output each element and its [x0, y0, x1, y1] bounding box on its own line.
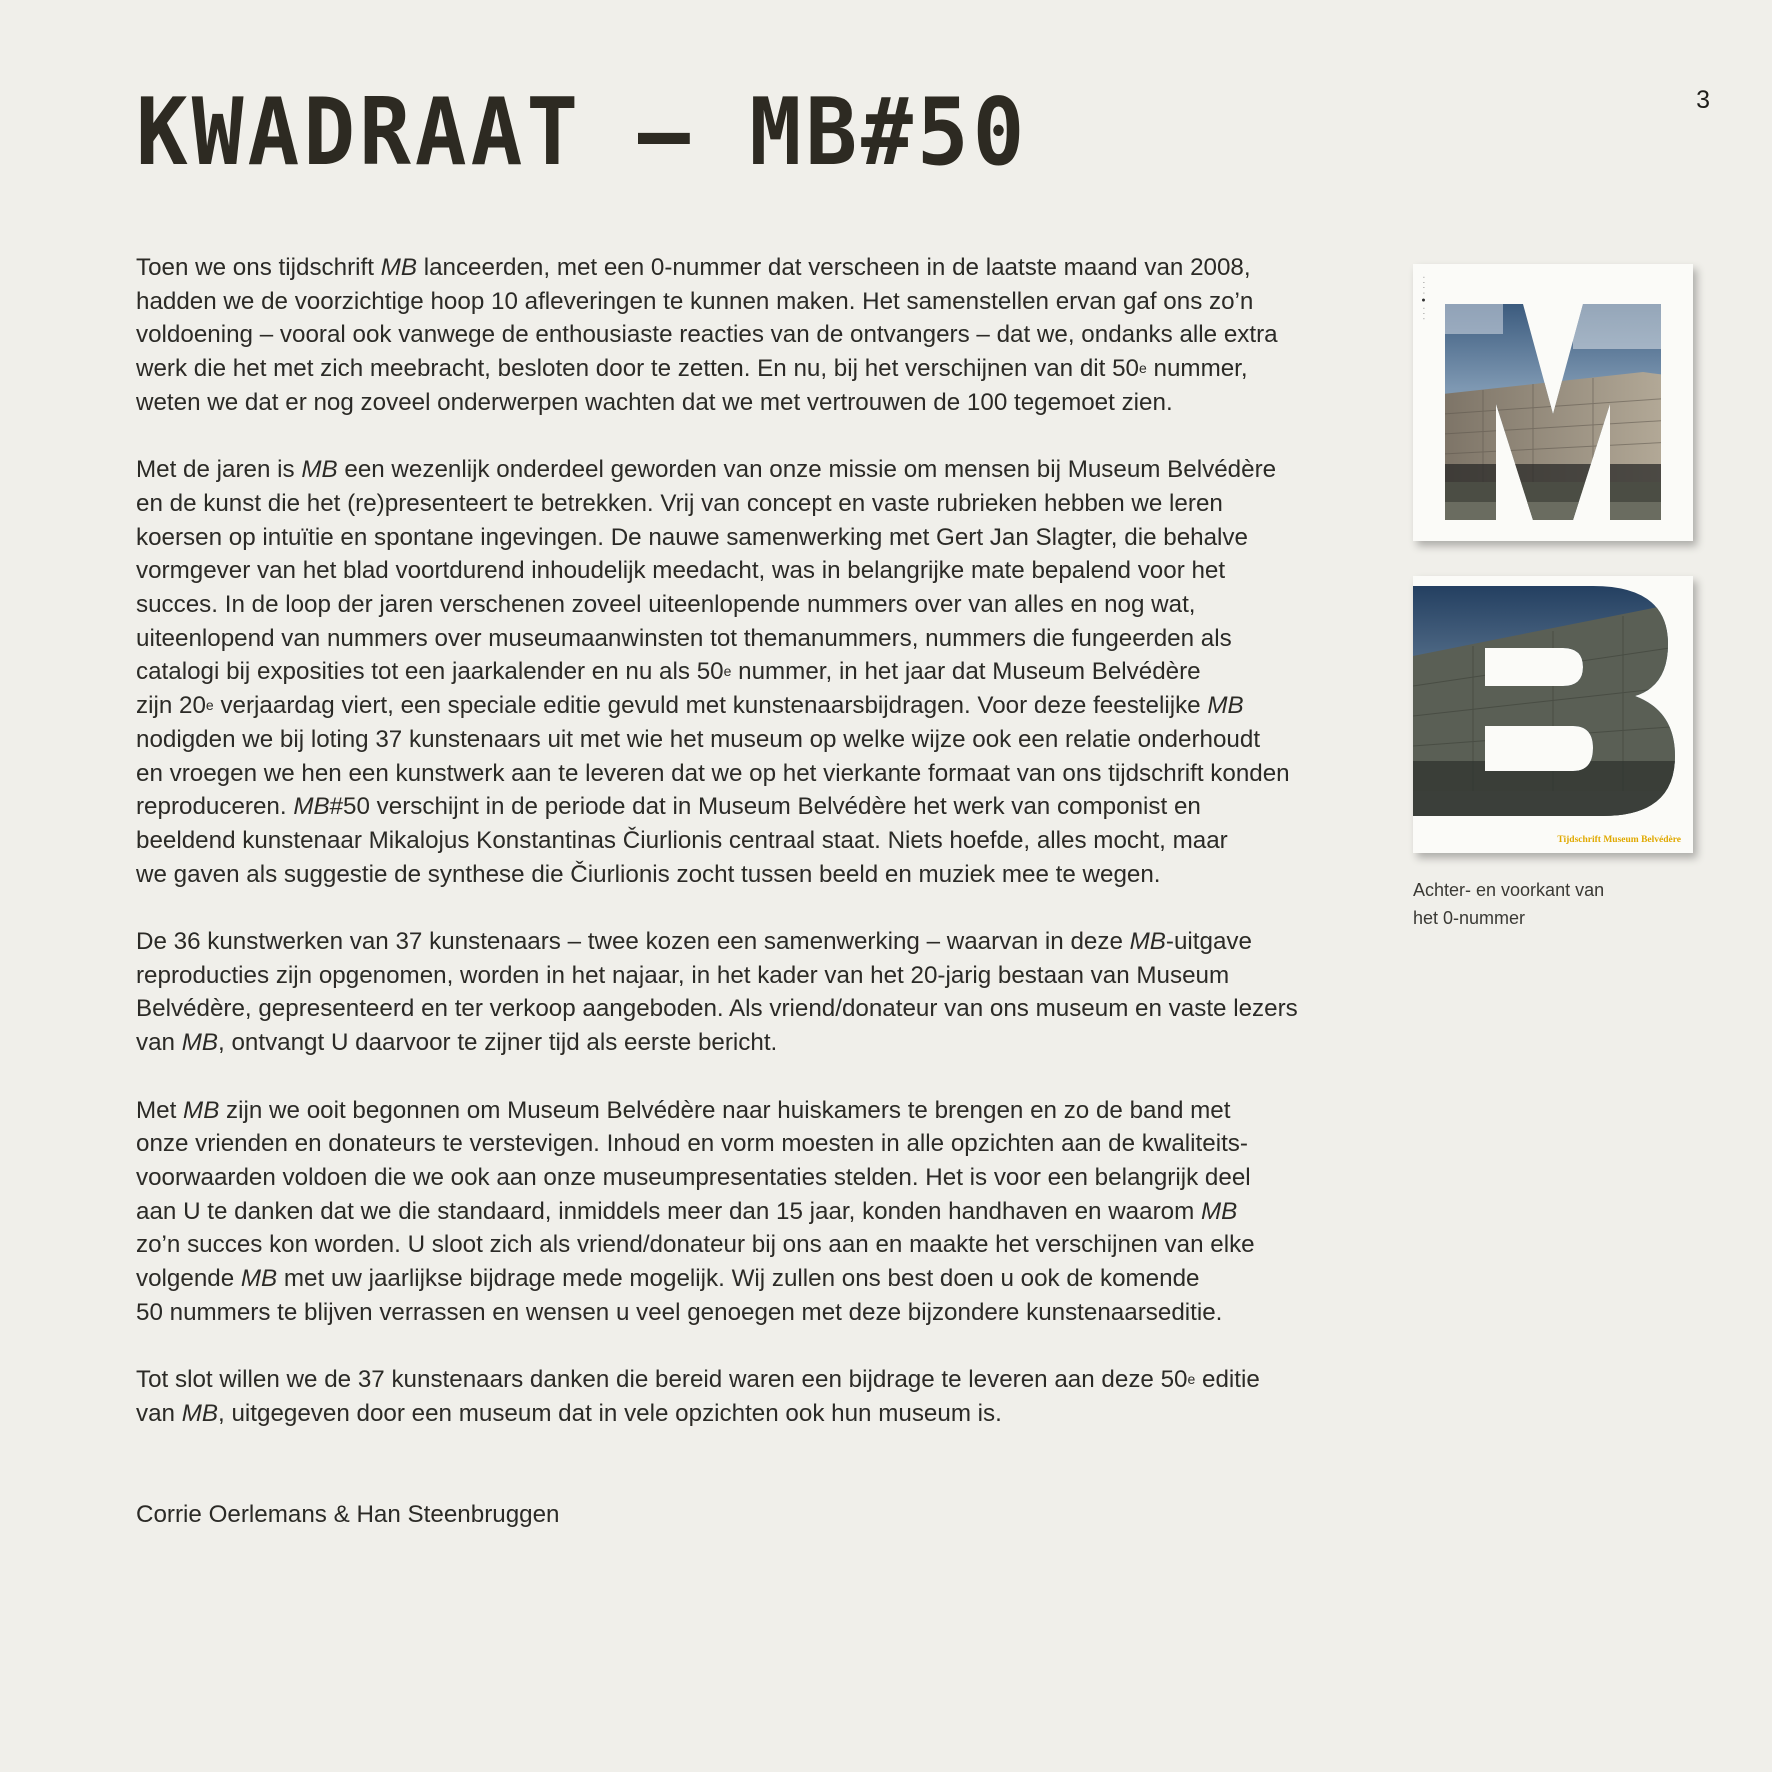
text-segment: e [723, 663, 732, 680]
text-segment: onze vrienden en donateurs te verstevigen. Inhoud en vorm moesten in alle opzichten aan de kwaliteits- [136, 1130, 1248, 1158]
text-segment: e [205, 697, 214, 714]
text-segment: MB [301, 456, 338, 484]
text-segment: van [136, 1399, 182, 1427]
text-segment: en vroegen we hen een kunstwerk aan te leveren dat we op het vierkante formaat van ons tijdschrift konden [136, 759, 1290, 787]
text-segment: MB [293, 793, 330, 821]
text-segment: werk die het met zich meebracht, besloten door te zetten. En nu, bij het verschijnen van dit 50 [136, 355, 1140, 383]
page-number: 3 [1696, 86, 1710, 114]
cover-front-image [1413, 264, 1693, 541]
paragraph-line [136, 824, 1336, 858]
paragraph-line [136, 1228, 1336, 1262]
text-segment: -uitgave [1165, 928, 1252, 956]
signature: Corrie Oerlemans & Han Steenbruggen [136, 1500, 560, 1528]
paragraph-line [136, 1094, 1336, 1128]
paragraph-line [136, 487, 1336, 521]
paragraph-line [136, 723, 1336, 757]
paragraph-line [136, 1296, 1336, 1330]
text-segment: zijn 20 [136, 692, 206, 720]
text-segment: succes. In de loop der jaren verschenen zoveel uiteenlopende nummers over van alles en nog wat, [136, 591, 1196, 619]
paragraph-line [136, 992, 1336, 1026]
text-segment: MB [181, 1399, 218, 1427]
text-segment: nodigden we bij loting 37 kunstenaars uit met wie het museum op welke wijze ook een relatie onderhoudt [136, 725, 1261, 753]
caption-line: het 0-nummer [1413, 908, 1526, 928]
paragraph-line [136, 1195, 1336, 1229]
paragraph-line [136, 251, 1336, 285]
text-segment: weten we dat er nog zoveel onderwerpen wachten dat we met vertrouwen de 100 tegemoet zien. [136, 388, 1173, 416]
paragraph-line [136, 1026, 1336, 1060]
text-segment: een wezenlijk onderdeel geworden van onze missie om mensen bij Museum Belvédère [337, 456, 1277, 484]
article-paragraph [136, 251, 1336, 420]
text-segment: voldoening – vooral ook vanwege de enthousiaste reacties van de ontvangers – dat we, ondanks alle extra [136, 321, 1278, 349]
paragraph-line [136, 1127, 1336, 1161]
text-segment: e [1187, 1371, 1196, 1388]
text-segment: we gaven als suggestie de synthese die Čiurlionis zocht tussen beeld en muziek mee te wegen. [136, 860, 1161, 888]
text-segment: MB [1207, 692, 1244, 720]
text-segment: #50 verschijnt in de periode dat in Museum Belvédère het werk van componist en [329, 793, 1201, 821]
paragraph-line [136, 588, 1336, 622]
text-segment: Met de jaren is [136, 456, 302, 484]
caption-line: Achter- en voorkant van [1413, 880, 1605, 900]
text-segment: volgende [136, 1265, 241, 1293]
paragraph-line [136, 453, 1336, 487]
text-segment: catalogi bij exposities tot een jaarkalender en nu als 50 [136, 658, 724, 686]
article-paragraph [136, 453, 1336, 891]
text-segment: De 36 kunstwerken van 37 kunstenaars – twee kozen een samenwerking – waarvan in deze [136, 928, 1130, 956]
paragraph-line [136, 1161, 1336, 1195]
paragraph-line [136, 622, 1336, 656]
text-segment: nummer, in het jaar dat Museum Belvédère [731, 658, 1201, 686]
text-segment: zijn we ooit begonnen om Museum Belvédère naar huiskamers te brengen en zo de band met [219, 1096, 1231, 1124]
text-segment: MB [181, 1029, 218, 1057]
paragraph-line [136, 352, 1336, 386]
text-segment: Belvédère, gepresenteerd en ter verkoop aangeboden. Als vriend/donateur van ons museum en vaste lezers [136, 995, 1298, 1023]
text-segment: aan U te danken dat we die standaard, inmiddels meer dan 15 jaar, konden handhaven en waarom [136, 1197, 1201, 1225]
paragraph-line [136, 757, 1336, 791]
text-segment: voorwaarden voldoen die we ook aan onze museumpresentaties stelden. Het is voor een belangrijk deel [136, 1163, 1251, 1191]
paragraph-line [136, 790, 1336, 824]
text-segment: lanceerden, met een 0-nummer dat verscheen in de laatste maand van 2008, [416, 254, 1251, 281]
text-segment: Met [136, 1096, 184, 1124]
text-segment: met uw jaarlijkse bijdrage mede mogelijk. Wij zullen ons best doen u ook de komende [277, 1265, 1200, 1293]
paragraph-line [136, 318, 1336, 352]
paragraph-line [136, 858, 1336, 892]
article-paragraph [136, 1363, 1336, 1430]
paragraph-line [136, 554, 1336, 588]
paragraph-line [136, 925, 1336, 959]
paragraph-line [136, 1262, 1336, 1296]
paragraph-line [136, 959, 1336, 993]
text-segment: nummer, [1146, 355, 1248, 383]
text-segment: en de kunst die het (re)presenteert te betrekken. Vrij van concept en vaste rubrieken hebben we leren [136, 489, 1223, 517]
text-segment: MB [240, 1265, 278, 1293]
article-body [136, 251, 1336, 1531]
cover-back-photo [1413, 576, 1693, 853]
text-segment: Toen we ons tijdschrift [136, 254, 381, 281]
paragraph-line [136, 1363, 1336, 1397]
text-segment: koersen op intuïtie en spontane ingevingen. De nauwe samenwerking met Gert Jan Slagter, die behalve [136, 523, 1248, 551]
page-title: KWADRAAT – MB#50 [136, 78, 1029, 187]
text-segment: , uitgegeven door een museum dat in vele opzichten ook hun museum is. [218, 1399, 1002, 1427]
cover-back-image [1413, 576, 1693, 853]
paragraph-line [136, 521, 1336, 555]
text-segment: MB [183, 1096, 220, 1124]
text-segment: vormgever van het blad voortdurend inhoudelijk meedacht, was in belangrijke mate bepalend voor het [136, 557, 1226, 585]
article-paragraph [136, 925, 1336, 1060]
paragraph-line [136, 689, 1336, 723]
text-segment: MB [1200, 1197, 1238, 1225]
text-segment: beeldend kunstenaar Mikalojus Konstantinas Čiurlionis centraal staat. Niets hoefde, alles mocht, maar [136, 826, 1228, 854]
text-segment: MB [380, 254, 417, 281]
text-segment: van [136, 1029, 182, 1057]
article-paragraph [136, 1094, 1336, 1330]
text-segment: , ontvangt U daarvoor te zijner tijd als eerste bericht. [218, 1029, 778, 1057]
text-segment: MB [1129, 928, 1166, 956]
paragraph-line [136, 386, 1336, 420]
text-segment: reproduceren. [136, 793, 294, 821]
cover-caption [1413, 876, 1604, 932]
paragraph-line [136, 1397, 1336, 1431]
paragraph-line [136, 655, 1336, 689]
paragraph-line [136, 285, 1336, 319]
text-segment: reproducties zijn opgenomen, worden in het najaar, in het kader van het 20-jarig bestaan van Museum [136, 961, 1230, 989]
text-segment: e [1139, 360, 1147, 377]
cover-back-imprint: Tijdschrift Museum Belvédère [1557, 835, 1681, 845]
text-segment: uiteenlopend van nummers over museumaanwinsten tot themanummers, nummers die fungeerden als [136, 624, 1232, 652]
text-segment: zo’n succes kon worden. U sloot zich als vriend/donateur bij ons aan en maakte het verschijnen van elke [136, 1231, 1255, 1259]
text-segment: verjaardag viert, een speciale editie gevuld met kunstenaarsbijdragen. Voor deze feestelijke [213, 692, 1208, 720]
text-segment: 50 nummers te blijven verrassen en wensen u veel genoegen met deze bijzondere kunstenaarseditie. [136, 1298, 1223, 1326]
text-segment: Tot slot willen we de 37 kunstenaars danken die bereid waren een bijdrage te leveren aan deze 50 [136, 1366, 1188, 1394]
text-segment: hadden we de voorzichtige hoop 10 afleveringen te kunnen maken. Het samenstellen ervan gaf ons zo’n [136, 287, 1254, 315]
cover-front-photo [1413, 264, 1693, 541]
cover-spine-text: · · · · ● · · · [1420, 276, 1427, 321]
text-segment: editie [1195, 1366, 1260, 1394]
